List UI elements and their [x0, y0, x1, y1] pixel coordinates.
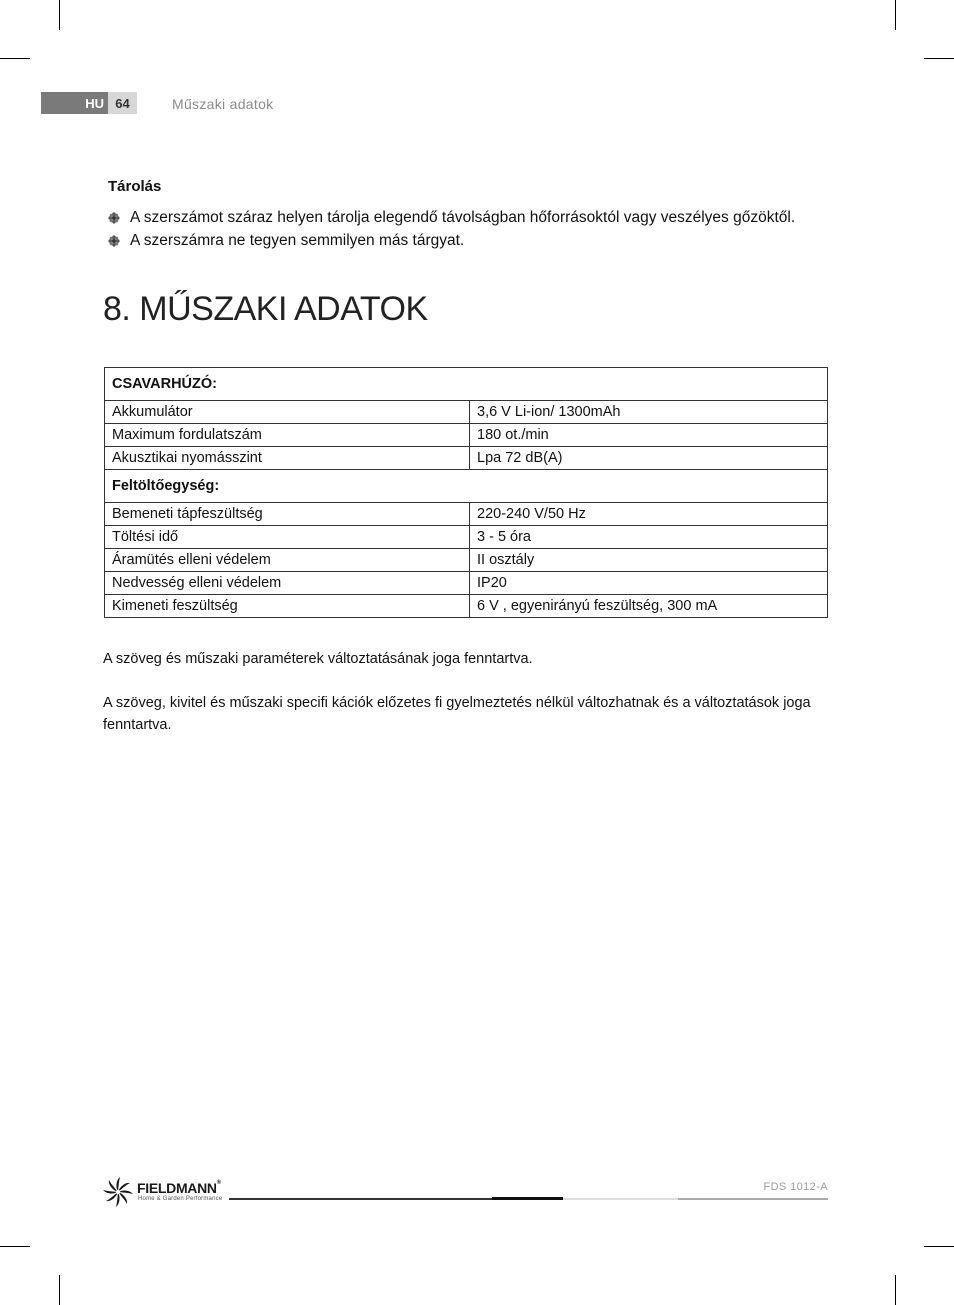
spec-value: Lpa 72 dB(A): [470, 447, 828, 470]
crop-mark: [924, 1246, 954, 1247]
spec-value: 3,6 V Li-ion/ 1300mAh: [470, 401, 828, 424]
spec-label: Akusztikai nyomásszint: [105, 447, 470, 470]
table-row: [105, 526, 828, 549]
crop-mark: [924, 58, 954, 59]
spec-label: Maximum fordulatszám: [105, 424, 470, 447]
table-row: [105, 503, 828, 526]
flower-bullet-icon: [108, 212, 120, 224]
storage-list: [108, 206, 795, 252]
crop-mark: [895, 1275, 896, 1305]
spec-value: 6 V , egyenirányú feszültség, 300 mA: [470, 595, 828, 618]
chapter-title: 8. MŰSZAKI ADATOK: [103, 290, 428, 328]
storage-item-text: A szerszámra ne tegyen semmilyen más tárgyat.: [130, 231, 465, 249]
brand-name: FIELDMANN®: [137, 1180, 221, 1196]
language-code: HU: [41, 92, 108, 114]
brand-logo: [103, 1177, 228, 1207]
header-section-title: Műszaki adatok: [172, 96, 274, 112]
table-row: [105, 447, 828, 470]
disclaimer-note: A szöveg, kivitel és műszaki specifi kációk előzetes fi gyelmeztetés nélkül változhatnak és a változtatások joga fenntartva.: [103, 695, 811, 733]
table-section-row: [105, 368, 828, 401]
specs-table: [104, 367, 828, 618]
table-row: [105, 549, 828, 572]
spec-label: Áramütés elleni védelem: [105, 549, 470, 572]
table-row: [105, 595, 828, 618]
storage-heading: Tárolás: [108, 178, 162, 195]
table-section-row: [105, 470, 828, 503]
spec-value: II osztály: [470, 549, 828, 572]
spec-value: IP20: [470, 572, 828, 595]
charger-section-title: Feltöltőegység:: [105, 470, 828, 503]
crop-mark: [895, 0, 896, 30]
model-number: FDS 1012-A: [763, 1181, 828, 1193]
brand-tagline: Home & Garden Performance: [138, 1196, 223, 1202]
table-row: [105, 572, 828, 595]
crop-mark: [59, 0, 60, 30]
crop-mark: [0, 58, 30, 59]
footer-rule: [229, 1198, 492, 1200]
storage-item-text: A szerszámot száraz helyen tárolja elegendő távolságban hőforrásoktól vagy veszélyes gőzöktől.: [130, 208, 796, 226]
fan-logo-icon: [103, 1177, 133, 1207]
crop-mark: [59, 1275, 60, 1305]
footer-rule: [563, 1198, 678, 1200]
spec-label: Akkumulátor: [105, 401, 470, 424]
spec-value: 220-240 V/50 Hz: [470, 503, 828, 526]
spec-label: Kimeneti feszültség: [105, 595, 470, 618]
spec-value: 3 - 5 óra: [470, 526, 828, 549]
table-row: [105, 424, 828, 447]
trademark-symbol: ®: [216, 1180, 221, 1186]
screwdriver-section-title: CSAVARHÚZÓ:: [105, 368, 828, 401]
footer-rule: [492, 1197, 563, 1200]
spec-label: Töltési idő: [105, 526, 470, 549]
table-row: [105, 401, 828, 424]
list-item: [108, 229, 795, 252]
list-item: [108, 206, 795, 229]
spec-value: 180 ot./min: [470, 424, 828, 447]
flower-bullet-icon: [108, 235, 120, 247]
disclaimer-note: A szöveg és műszaki paraméterek változtatásának joga fenntartva.: [103, 651, 533, 667]
page-number: 64: [108, 92, 137, 114]
spec-label: Nedvesség elleni védelem: [105, 572, 470, 595]
spec-label: Bemeneti tápfeszültség: [105, 503, 470, 526]
footer-rule: [678, 1198, 828, 1200]
page-header-tab: [41, 92, 137, 114]
crop-mark: [0, 1246, 30, 1247]
